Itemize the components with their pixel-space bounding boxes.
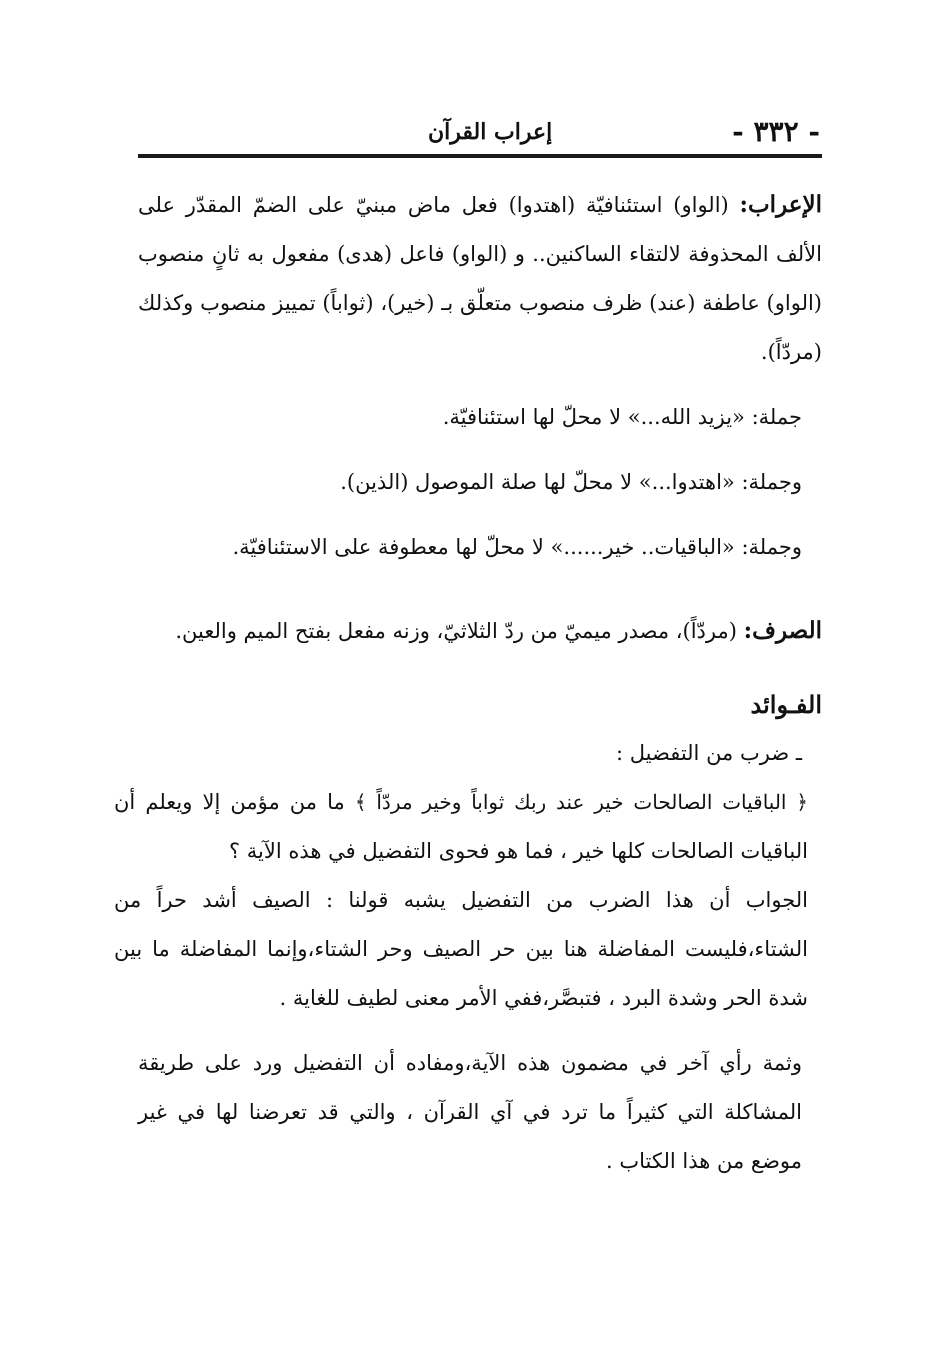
spacer: [138, 507, 822, 523]
page-header: [140, 112, 820, 156]
page-body: [114, 180, 822, 1186]
sentence-2: وجملة: «اهتدوا...» لا محلّ لها صلة الموصول (الذين).: [340, 470, 802, 494]
irab-paragraph: [138, 180, 822, 377]
running-title: إعراب القرآن: [428, 119, 553, 145]
sentence-3: وجملة: «الباقيات.. خير......» لا محلّ لها معطوفة على الاستئنافيّة.: [232, 535, 802, 559]
fawaid-paragraph-1: [114, 778, 828, 876]
sentence-1: جملة: «يزيد الله...» لا محلّ لها استئنافيّة.: [442, 405, 802, 429]
fawaid-title: الفـوائد: [750, 690, 822, 719]
quran-verse: ﴿ الباقيات الصالحات خير عند ربك ثواباً وخير مردّاً ﴾: [354, 790, 808, 814]
irab-text: (الواو) استئنافيّة (اهتدوا) فعل ماض مبنيّ على الضمّ المقدّر على الألف المحذوفة لالتقاء الساكنين.. و (الواو) فاعل (هدى) مفعول به ثانٍ منصوب (الواو) عاطفة (عند) ظرف منصوب متعلّق بـ (خير)، (ثواباً) تمييز منصوب وكذلك (مردّاً).: [138, 193, 822, 364]
spacer: [138, 572, 822, 606]
fawaid-subtitle: ـ ضرب من التفضيل :: [616, 741, 802, 765]
sarf-paragraph: [138, 606, 822, 656]
spacer: [138, 656, 822, 680]
sarf-text: (مردّاً)، مصدر ميميّ من ردّ الثلاثيّ، وزنه مفعل بفتح الميم والعين.: [175, 619, 737, 643]
spacer: [138, 442, 822, 458]
header-rule: [138, 154, 822, 158]
irab-label: الإعراب:: [739, 191, 822, 218]
fawaid-discussion: [114, 778, 828, 1023]
sarf-label: الصرف:: [743, 617, 822, 644]
spacer: [138, 1023, 822, 1039]
fawaid-paragraph-2: الجواب أن هذا الضرب من التفضيل يشبه قولنا : الصيف أشد حراً من الشتاء،فليست المفاضلة هنا بين حر الصيف وحر الشتاء،وإنما المفاضلة ما بين شدة الحر وشدة البرد ، فتبصَّر،ففي الأمر معنى لطيف للغاية .: [114, 888, 808, 1010]
fawaid-paragraph-3: وثمة رأي آخر في مضمون هذه الآية،ومفاده أن التفضيل ورد على طريقة المشاكلة التي كثيراً ما ترد في آي القرآن ، والتي قد تعرضنا لها في غير موضع من هذا الكتاب .: [138, 1051, 802, 1173]
spacer: [138, 377, 822, 393]
fawaid-question: ما من مؤمن إلا ويعلم أن الباقيات الصالحات كلها خير ، فما هو فحوى التفضيل في هذه الآية ؟: [114, 790, 808, 863]
page-number: - ٣٣٢ -: [732, 115, 820, 148]
